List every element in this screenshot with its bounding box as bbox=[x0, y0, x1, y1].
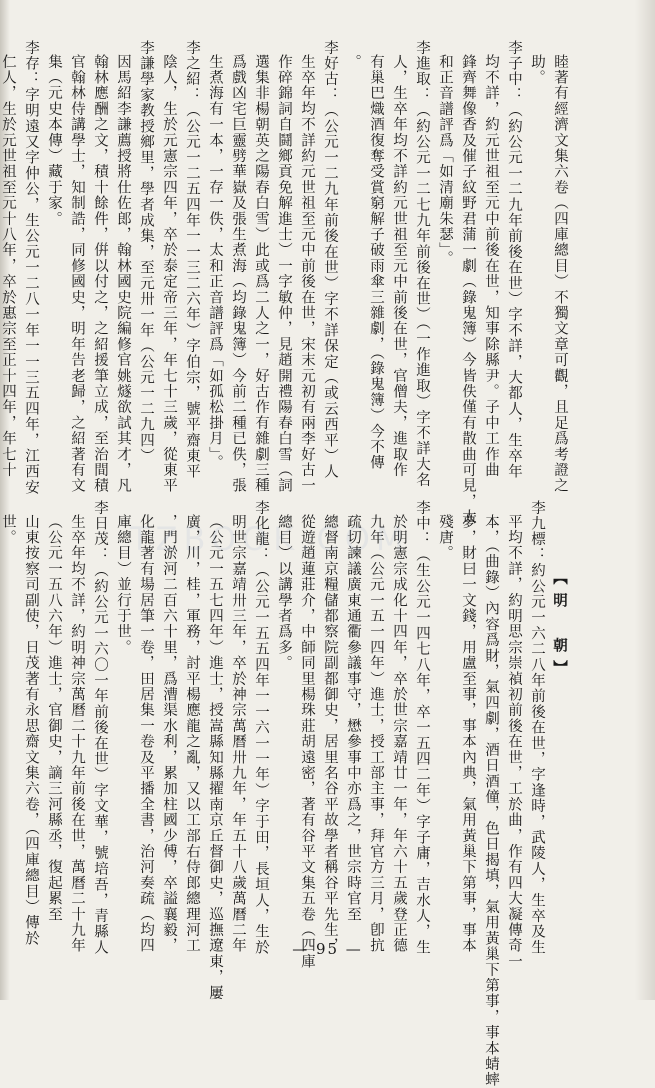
lower-text-column: 生卒年均不詳，約明神宗萬曆二十九年前後在世，萬曆二十九年 bbox=[69, 514, 85, 954]
upper-text-column: 和正音譜評爲「如清廟朱瑟」。 bbox=[437, 54, 453, 267]
lower-text-column: 於明憲宗成化十四年，卒於世宗嘉靖廿一年，年六十五歲登正德 bbox=[391, 514, 407, 954]
upper-text-column: 翰林應酬之文，積十餘件，倂以付之，之紹援筆立成，至治間積 bbox=[92, 54, 108, 494]
upper-text-column: 均不詳，約元世祖至元中前後在世，知事除縣尹。子中工作曲 bbox=[483, 54, 499, 478]
upper-text-column: 作碎錦詞自鬪鄉貢免解進士）一字敏仲，見趙開禮陽春白雪（詞 bbox=[276, 54, 292, 494]
lower-text-column: 夢，財曰一文錢，用盧至事，事本內典，氣用黃巢下第事，事本 bbox=[460, 514, 476, 954]
lower-text-column: 總督南京糧儲都察院副都御史，居里名谷平故學者稱谷平先生， bbox=[322, 514, 338, 954]
upper-text-column: 李存：字明遠又字仲公，生公元一二八一年一一三五四年，江西安 bbox=[23, 40, 39, 496]
lower-text-column: 從遊趙蓮莊介，中師同里楊珠莊胡遠密，著有谷平文集五卷（四庫 bbox=[299, 514, 315, 970]
lower-text-column: 明世宗嘉靖卅三年，卒於神宗萬曆卅九年，年五十八歲萬曆二年 bbox=[230, 514, 246, 954]
lower-text-column: 本，（曲錄）內容爲財，氣四劇，酒日酒僮，色日揭填，氣用黃巢下第事，事本蜻蟀 bbox=[483, 514, 499, 1088]
lower-text-column: 總目）以講學者爲多。 bbox=[276, 514, 292, 671]
lower-text-column: 李化龍：（公元一五五四年一一六一一年）字于田，長垣人，生於 bbox=[253, 500, 269, 956]
watermark: TZBOOK.COM bbox=[130, 520, 410, 558]
upper-text-column: 李之紹：（公元一二五四年一一三二六年）字伯宗，號平齋東平 bbox=[184, 40, 200, 480]
upper-text-column: 李謙學家教授鄉里，學者成集，至元卅一年（公元一二九四） bbox=[138, 40, 154, 464]
lower-text-column: 世。 bbox=[0, 514, 16, 546]
upper-text-column: 選集非楊朝英之陽春白雪）此或爲二人之一，好古作有雜劇三種 bbox=[253, 54, 269, 494]
lower-text-column: 李九標：約公元一六二八年前後在世，字逢時，武陵人，生卒及生 bbox=[529, 500, 545, 956]
upper-text-column: 。 bbox=[345, 54, 361, 70]
upper-text-column: 睦著有經濟文集六卷（四庫總目）不獨文章可觀，且足爲考證之 bbox=[552, 54, 568, 494]
page-number: — 95 — bbox=[292, 940, 363, 958]
upper-text-column: 李好古：（公元一二九年前後在世）字不詳保定（或云西平）人 bbox=[322, 40, 338, 480]
lower-text-column: ，門淤河二百六十里，爲漕渠水利，累加柱國少傅，卒謚襄毅， bbox=[161, 514, 177, 954]
lower-text-column: 李日茂：（約公元一六〇一年前後在世）字文華，號培吾，青縣人 bbox=[92, 500, 108, 956]
lower-text-column: 庫總目）並行于世。 bbox=[115, 514, 131, 656]
upper-text-column: 李子中：（約公元一二九年前後在世）字不詳，大都人，生卒年 bbox=[506, 40, 522, 480]
upper-text-column: 陰人，生於元憲宗四年，卒於泰定帝三年，年七十三歲，從東平 bbox=[161, 54, 177, 494]
upper-text-column: 生煮海有一本，一存一佚，太和正音譜評爲「如孤松掛月」。 bbox=[207, 54, 223, 471]
lower-text-column: 殘唐。 bbox=[437, 514, 453, 562]
lower-text-column: 疏切諫議廣東通衢參議事守，懋參事中亦爲之，世宗時官至 bbox=[345, 514, 361, 923]
upper-text-column: 人，生卒年均不詳約元世祖至元中前後在世，官僧夫，進取作 bbox=[391, 54, 407, 478]
upper-text-column: 助。 bbox=[529, 54, 545, 86]
lower-text-column: 九年（公元一五一四年）進士，授工部主事，拜官方三月，卽抗 bbox=[368, 514, 384, 954]
upper-text-column: 因馬紹李謙薦授將仕佐郎，翰林國史院編修官姚燧欲試其才，凡 bbox=[115, 54, 131, 494]
lower-text-column: 平均不詳，約明思宗崇禎初前後在世，工於曲，作有四大凝傳奇一 bbox=[506, 514, 522, 970]
upper-text-column: 官翰林侍講學士，知制誥，同修國史，明年告老歸，之紹著有文 bbox=[69, 54, 85, 494]
lower-text-column: 廣，川，桂，軍務，討平楊應龍之亂，又以工部右侍郎總理河工 bbox=[184, 514, 200, 954]
upper-text-block bbox=[0, 40, 571, 525]
page-right-edge-shadow bbox=[635, 0, 655, 1000]
upper-text-column: 仁人，生於元世祖至元十八年，卒於惠宗至正十四年，年七十 bbox=[0, 54, 16, 478]
lower-text-column: 山東按察司副使，日茂著有永思齋文集六卷，（四庫總目）傳於 bbox=[23, 514, 39, 947]
upper-text-column: 有巢巴熾酒復奪受賞窮解子破雨傘三雜劇，（錄鬼簿）今不傳 bbox=[368, 54, 384, 471]
upper-text-column: 集（元史本傳）藏于家。 bbox=[46, 54, 62, 227]
upper-text-column: 李進取：（約公元一二七九年前後在世）（一作進取）字不詳大名 bbox=[414, 40, 430, 489]
upper-text-column: 爲戲凶宅巨靈劈華嶽及張生煮海（均錄鬼簿）今前二種已佚，張 bbox=[230, 54, 246, 494]
upper-text-column: 鋒齊舞像香及催子紋野君蒲一劇（錄鬼簿）今皆佚僅有散曲可見，太 bbox=[460, 54, 476, 525]
lower-text-column: （公元一五八六年）進士，官御史，謫三河縣丞，復起累至 bbox=[46, 514, 62, 923]
dynasty-heading: 【明 朝】 bbox=[551, 570, 568, 683]
lower-text-column: 化龍著有場居筆一卷，田居集一卷及平播全書，治河奏疏（均四 bbox=[138, 514, 154, 954]
upper-text-column: 生卒年均不詳約元世祖至元中前後在世，宋末元初有兩李好古一 bbox=[299, 54, 315, 494]
lower-text-column: 李中：（生公元一四七八年，卒一五四二年）字子庸，吉水人，生 bbox=[414, 500, 430, 956]
lower-text-column: （公元一五七四年）進士，授嵩縣知縣擢南京丘督御史，巡撫遼東，屢 bbox=[207, 514, 223, 1001]
